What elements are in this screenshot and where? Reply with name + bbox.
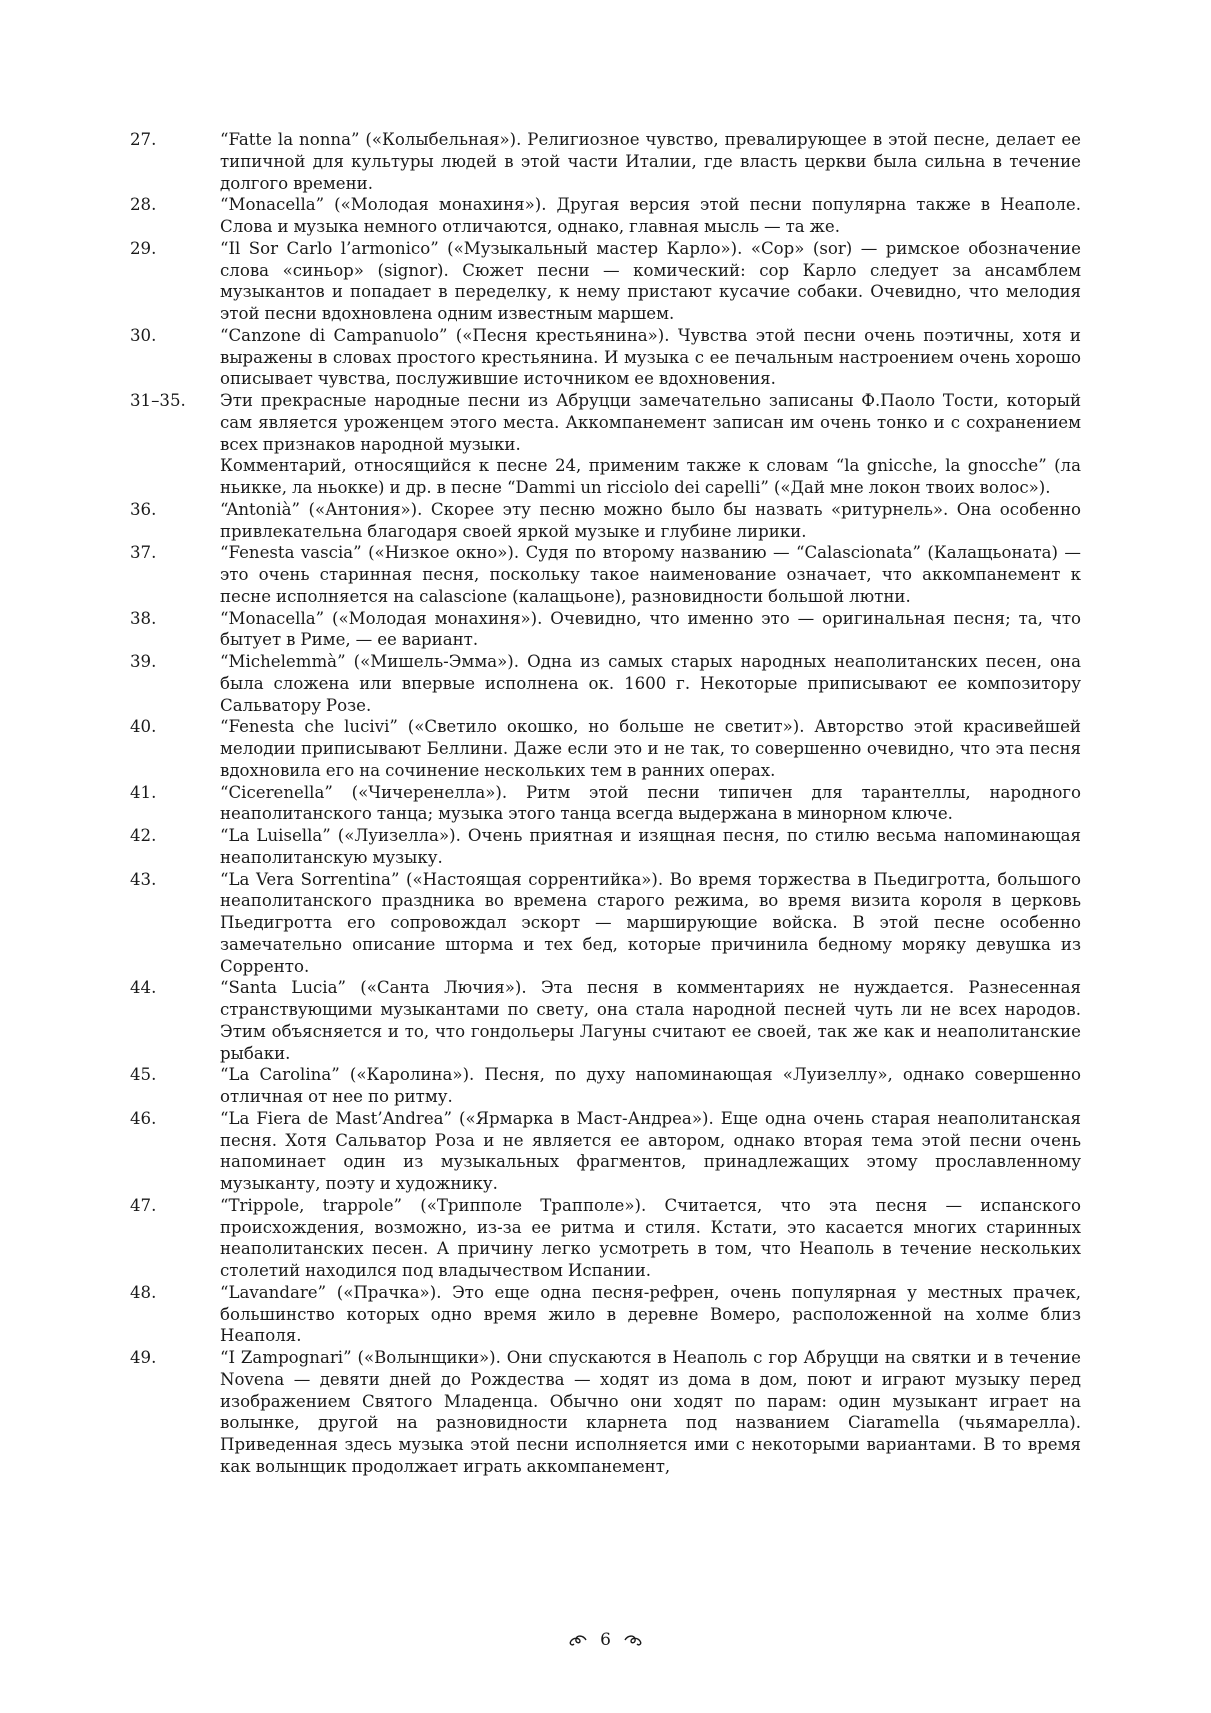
note-paragraph: “Canzone di Campanuolo” («Песня крестьянина»). Чувства этой песни очень поэтичны, хотя и выражены в словах простого крестьянина. И музыка с ее печальным настроением очень хорошо описывает чувства, послужившие источником ее вдохновения.: [220, 325, 1081, 389]
note-number: 43.: [130, 869, 157, 889]
note-number: 39.: [130, 652, 157, 671]
note-number: 27.: [130, 130, 157, 149]
notes-list: [130, 129, 1081, 1478]
note-item: [130, 977, 1081, 1064]
note-body: [220, 825, 1081, 869]
note-body: [220, 782, 1081, 826]
note-number: 30.: [130, 325, 157, 345]
note-paragraph: “Monacella” («Молодая монахиня»). Очевидно, что именно это — оригинальная песня; та, что бытует в Риме, — ее вариант.: [220, 608, 1081, 650]
note-paragraph: “Antonià” («Антония»). Скорее эту песню можно было бы назвать «ритурнель». Она особенно привлекательна благодаря своей яркой музыке и глубине лирики.: [220, 499, 1081, 541]
note-item: [130, 825, 1081, 869]
note-body: [220, 869, 1081, 978]
note-body: [220, 977, 1081, 1064]
note-item: [130, 390, 1081, 499]
note-number: 49.: [130, 1348, 157, 1367]
note-paragraph: “La Fiera de Mast’Andrea” («Ярмарка в Маст-Андреа»). Еще одна очень старая неаполитанская песня. Хотя Сальватор Роза и не является ее автором, однако вторая тема этой песни очень напоминает один из музыкальных фрагментов, принадлежащих этому прославленному музыканту, поэту и художнику.: [220, 1108, 1081, 1193]
note-body: [220, 1347, 1081, 1478]
note-item: [130, 651, 1081, 716]
note-number: 45.: [130, 1065, 157, 1085]
note-number: 36.: [130, 499, 157, 519]
page-footer: [0, 1628, 1211, 1652]
note-body: [220, 325, 1081, 390]
note-body: [220, 129, 1081, 194]
note-paragraph: Эти прекрасные народные песни из Абруцци замечательно записаны Ф.Паоло Тости, который сам является уроженцем этого места. Аккомпанемент записан им очень тонко и с сохранением всех признаков народной музыки.: [220, 391, 1081, 454]
note-paragraph: “Fenesta vascia” («Низкое окно»). Судя по второму названию — “Calascionata” (Калащьоната) — это очень старинная песня, поскольку такое наименование означает, что аккомпанемент к песне исполняется на calascione (калащьоне), разновидности большой лютни.: [220, 543, 1081, 606]
note-body: [220, 716, 1081, 781]
note-paragraph: “I Zampognari” («Волынщики»). Они спускаются в Неаполь с гор Абруцци на святки и в течение Novena — девяти дней до Рождества — ходят из дома в дом, поют и играют музыку перед изображением Святого Младенца. Обычно они ходят по парам: один музыкант играет на волынке, другой на разновидности кларнета под названием Ciaramella (чьямарелла). Приведенная здесь музыка этой песни исполняется ими с некоторыми вариантами. В то время как волынщик продолжает играть аккомпанемент,: [220, 1348, 1081, 1476]
note-paragraph: “La Carolina” («Каролина»). Песня, по духу напоминающая «Луизеллу», однако совершенно отличная от нее по ритму.: [220, 1065, 1081, 1106]
note-paragraph: “Michelemmà” («Мишель-Эмма»). Одна из самых старых народных неаполитанских песен, она была сложена или впервые исполнена ок. 1600 г. Некоторые приписывают ее композитору Сальватору Розе.: [220, 652, 1081, 715]
note-paragraph: Комментарий, относящийся к песне 24, применим также к словам “la gnicche, la gnocche” (ла ньикке, ла ньокке) и др. в песне “Dammi un ricciolo dei capelli” («Дай мне локон твоих волос»).: [220, 456, 1081, 497]
note-paragraph: “Cicerenella” («Чичеренелла»). Ритм этой песни типичен для тарантеллы, народного неаполитанского танца; музыка этого танца всегда выдержана в минорном ключе.: [220, 782, 1081, 824]
note-paragraph: “Monacella” («Молодая монахиня»). Другая версия этой песни популярна также в Неаполе. Слова и музыка немного отличаются, однако, главная мысль — та же.: [220, 195, 1081, 236]
note-paragraph: “La Luisella” («Луизелла»). Очень приятная и изящная песня, по стилю весьма напоминающая неаполитанскую музыку.: [220, 826, 1081, 867]
note-item: [130, 499, 1081, 543]
note-paragraph: “Santa Lucia” («Санта Лючия»). Эта песня в комментариях не нуждается. Разнесенная странствующими музыкантами по свету, она стала народной песней чуть ли не всех народов. Этим объясняется и то, что гондольеры Лагуны считают ее своей, так же как и неаполитанские рыбаки.: [220, 978, 1081, 1063]
note-number: 46.: [130, 1108, 157, 1128]
note-item: [130, 716, 1081, 781]
note-body: [220, 194, 1081, 238]
note-body: [220, 1195, 1081, 1282]
note-body: [220, 651, 1081, 716]
note-item: [130, 1108, 1081, 1195]
note-number: 48.: [130, 1282, 157, 1302]
note-item: [130, 869, 1081, 978]
note-item: [130, 1064, 1081, 1108]
note-item: [130, 782, 1081, 826]
note-item: [130, 194, 1081, 238]
note-paragraph: “Trippole, trappole” («Трипполе Трапполе»). Считается, что эта песня — испанского происхождения, возможно, из-за ее ритма и стиля. Кстати, это касается многих старинных неаполитанских песен. А причину легко усмотреть в том, что Неаполь в течение нескольких столетий находился под владычеством Испании.: [220, 1195, 1081, 1280]
note-body: [220, 238, 1081, 325]
note-item: [130, 1282, 1081, 1347]
note-number: 37.: [130, 543, 157, 563]
note-item: [130, 325, 1081, 390]
note-item: [130, 608, 1081, 652]
note-number: 29.: [130, 238, 157, 258]
note-item: [130, 129, 1081, 194]
note-paragraph: “Fatte la nonna” («Колыбельная»). Религиозное чувство, превалирующее в этой песне, делает ее типичной для культуры людей в этой части Италии, где власть церкви была сильна в течение долгого времени.: [220, 130, 1081, 193]
note-body: [220, 542, 1081, 607]
note-body: [220, 390, 1081, 499]
note-item: [130, 1195, 1081, 1282]
note-body: [220, 608, 1081, 652]
note-item: [130, 542, 1081, 607]
note-number: 47.: [130, 1195, 157, 1215]
note-item: [130, 1347, 1081, 1478]
note-paragraph: “La Vera Sorrentina” («Настоящая соррентийка»). Во время торжества в Пьедигротта, большого неаполитанского праздника во времена старого режима, во время визита короля в церковь Пьедигротта его сопровождал эскорт — марширующие войска. В этой песне особенно замечательно описание шторма и тех бед, которые причинила бедному моряку девушка из Сорренто.: [220, 869, 1081, 976]
page-number: 6: [600, 1630, 611, 1650]
left-ornament-icon: [568, 1633, 588, 1647]
note-paragraph: “Lavandare” («Прачка»). Это еще одна песня-рефрен, очень популярная у местных прачек, большинство которых одно время жило в деревне Вомеро, расположенной на холме близ Неаполя.: [220, 1282, 1081, 1346]
note-number: 31–35.: [130, 391, 186, 410]
note-number: 38.: [130, 608, 157, 628]
note-number: 42.: [130, 826, 157, 845]
note-number: 40.: [130, 717, 157, 737]
note-body: [220, 499, 1081, 543]
note-number: 28.: [130, 195, 157, 215]
note-body: [220, 1282, 1081, 1347]
note-item: [130, 238, 1081, 325]
right-ornament-icon: [623, 1633, 643, 1647]
note-paragraph: “Il Sor Carlo l’armonico” («Музыкальный мастер Карло»). «Сор» (sor) — римское обозначение слова «синьор» (signor). Сюжет песни — комический: сор Карло следует за ансамблем музыкантов и попадает в переделку, к нему пристают кусачие собаки. Очевидно, что мелодия этой песни вдохновлена одним известным маршем.: [220, 238, 1081, 323]
note-paragraph: “Fenesta che lucivi” («Светило окошко, но больше не светит»). Авторство этой красивейшей мелодии приписывают Беллини. Даже если это и не так, то совершенно очевидно, что эта песня вдохновила его на сочинение нескольких тем в ранних операх.: [220, 717, 1081, 780]
note-number: 41.: [130, 782, 157, 802]
note-body: [220, 1064, 1081, 1108]
note-number: 44.: [130, 978, 157, 998]
note-body: [220, 1108, 1081, 1195]
